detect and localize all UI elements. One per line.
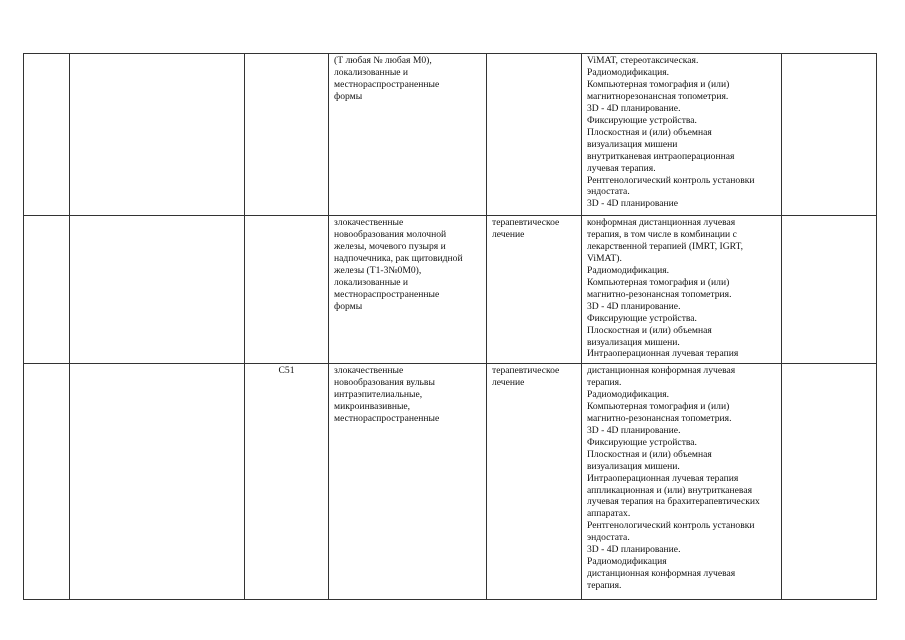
- cell-diagnosis: [329, 216, 487, 364]
- cell-line: 3D - 4D планирование.: [587, 102, 681, 114]
- cell-line: Интраоперационная лучевая терапия: [587, 472, 739, 484]
- cell-line: внутритканевая интраоперационная: [587, 150, 735, 162]
- cell-line: формы: [334, 90, 363, 102]
- cell-number: [24, 54, 70, 216]
- cell-treatment-method: [582, 216, 782, 364]
- cell-line: Компьютерная томография и (или): [587, 78, 730, 90]
- table-row: [24, 54, 877, 216]
- medical-care-table: [23, 53, 877, 600]
- cell-line: лечение: [492, 228, 525, 240]
- cell-line: местнораспространенные: [334, 288, 440, 300]
- cell-line: Плоскостная и (или) объемная: [587, 448, 712, 460]
- cell-line: железы (T1-3№0M0),: [334, 264, 422, 276]
- cell-line: магнитно-резонансная топометрия.: [587, 412, 732, 424]
- cell-line: лекарственной терапией (IMRT, IGRT,: [587, 240, 744, 252]
- cell-line: Интраоперационная лучевая терапия: [587, 348, 739, 360]
- cell-line: магнитнорезонансная топометрия.: [587, 90, 729, 102]
- cell-line: терапевтическое: [492, 365, 560, 376]
- cell-line: Радиомодификация.: [587, 388, 670, 400]
- cell-line: ViMAT).: [587, 252, 622, 264]
- cell-icd-code-text: C51: [278, 365, 295, 376]
- cell-line: Компьютерная томография и (или): [587, 276, 730, 288]
- cell-line: лучевая терапия на брахитерапевтических: [587, 496, 760, 508]
- cell-line: локализованные и: [334, 276, 409, 288]
- cell-line: местнораспространенные: [334, 412, 440, 424]
- cell-line: 3D - 4D планирование: [587, 198, 679, 210]
- cell-line: местнораспространенные: [334, 78, 440, 90]
- cell-line: формы: [334, 300, 363, 312]
- cell-line: 3D - 4D планирование.: [587, 300, 681, 312]
- cell-note: [782, 216, 877, 364]
- cell-diagnosis: [329, 54, 487, 216]
- cell-line: аппликационная и (или) внутритканевая: [587, 484, 753, 496]
- cell-line: терапия.: [587, 376, 622, 388]
- cell-line: лечение: [492, 376, 525, 388]
- cell-line: дистанционная конформная лучевая: [587, 365, 736, 376]
- cell-treatment-type: [487, 216, 582, 364]
- cell-line: магнитно-резонансная топометрия.: [587, 288, 732, 300]
- cell-line: (Т любая № любая М0),: [334, 55, 432, 66]
- cell-treatment-method: [582, 364, 782, 600]
- cell-line: Рентгенологический контроль установки: [587, 520, 755, 532]
- cell-line: интраэпителиальные,: [334, 388, 423, 400]
- cell-line: Радиомодификация.: [587, 66, 670, 78]
- cell-line: Радиомодификация.: [587, 264, 670, 276]
- table-row: [24, 364, 877, 600]
- cell-line: ViMAT, стереотаксическая.: [587, 55, 699, 66]
- cell-number: [24, 216, 70, 364]
- cell-name: [70, 216, 245, 364]
- cell-line: новообразования молочной: [334, 228, 447, 240]
- cell-line: Рентгенологический контроль установки: [587, 174, 755, 186]
- cell-note: [782, 54, 877, 216]
- cell-line: эндостата.: [587, 186, 630, 198]
- cell-name: [70, 364, 245, 600]
- cell-line: злокачественные: [334, 365, 404, 376]
- cell-icd-code: [245, 216, 329, 364]
- cell-line: дистанционная конформная лучевая: [587, 568, 736, 580]
- cell-line: Фиксирующие устройства.: [587, 114, 697, 126]
- cell-icd-code: [245, 54, 329, 216]
- cell-treatment-type: [487, 364, 582, 600]
- cell-name: [70, 54, 245, 216]
- cell-line: эндостата.: [587, 532, 630, 544]
- cell-line: лучевая терапия.: [587, 162, 656, 174]
- cell-line: железы, мочевого пузыря и: [334, 240, 446, 252]
- cell-line: терапия, в том числе в комбинации с: [587, 228, 737, 240]
- cell-line: Фиксирующие устройства.: [587, 436, 697, 448]
- cell-line: терапевтическое: [492, 217, 560, 228]
- cell-line: новообразования вульвы: [334, 376, 435, 388]
- cell-line: Фиксирующие устройства.: [587, 312, 697, 324]
- cell-line: визуализация мишени.: [587, 336, 680, 348]
- cell-line: Плоскостная и (или) объемная: [587, 126, 712, 138]
- cell-line: злокачественные: [334, 217, 404, 228]
- cell-diagnosis: [329, 364, 487, 600]
- cell-line: надпочечника, рак щитовидной: [334, 252, 463, 264]
- cell-line: 3D - 4D планирование.: [587, 424, 681, 436]
- cell-treatment-type: [487, 54, 582, 216]
- cell-number: [24, 364, 70, 600]
- cell-icd-code: [245, 364, 329, 600]
- table-row: [24, 216, 877, 364]
- cell-line: Компьютерная томография и (или): [587, 400, 730, 412]
- cell-line: конформная дистанционная лучевая: [587, 217, 736, 228]
- cell-line: визуализация мишени.: [587, 460, 680, 472]
- cell-line: Радиомодификация: [587, 556, 667, 568]
- cell-line: Плоскостная и (или) объемная: [587, 324, 712, 336]
- cell-line: визуализация мишени: [587, 138, 678, 150]
- cell-line: 3D - 4D планирование.: [587, 544, 681, 556]
- cell-note: [782, 364, 877, 600]
- cell-line: терапия.: [587, 580, 622, 592]
- cell-treatment-method: [582, 54, 782, 216]
- cell-line: аппаратах.: [587, 508, 631, 520]
- cell-line: локализованные и: [334, 66, 409, 78]
- cell-line: микроинвазивные,: [334, 400, 411, 412]
